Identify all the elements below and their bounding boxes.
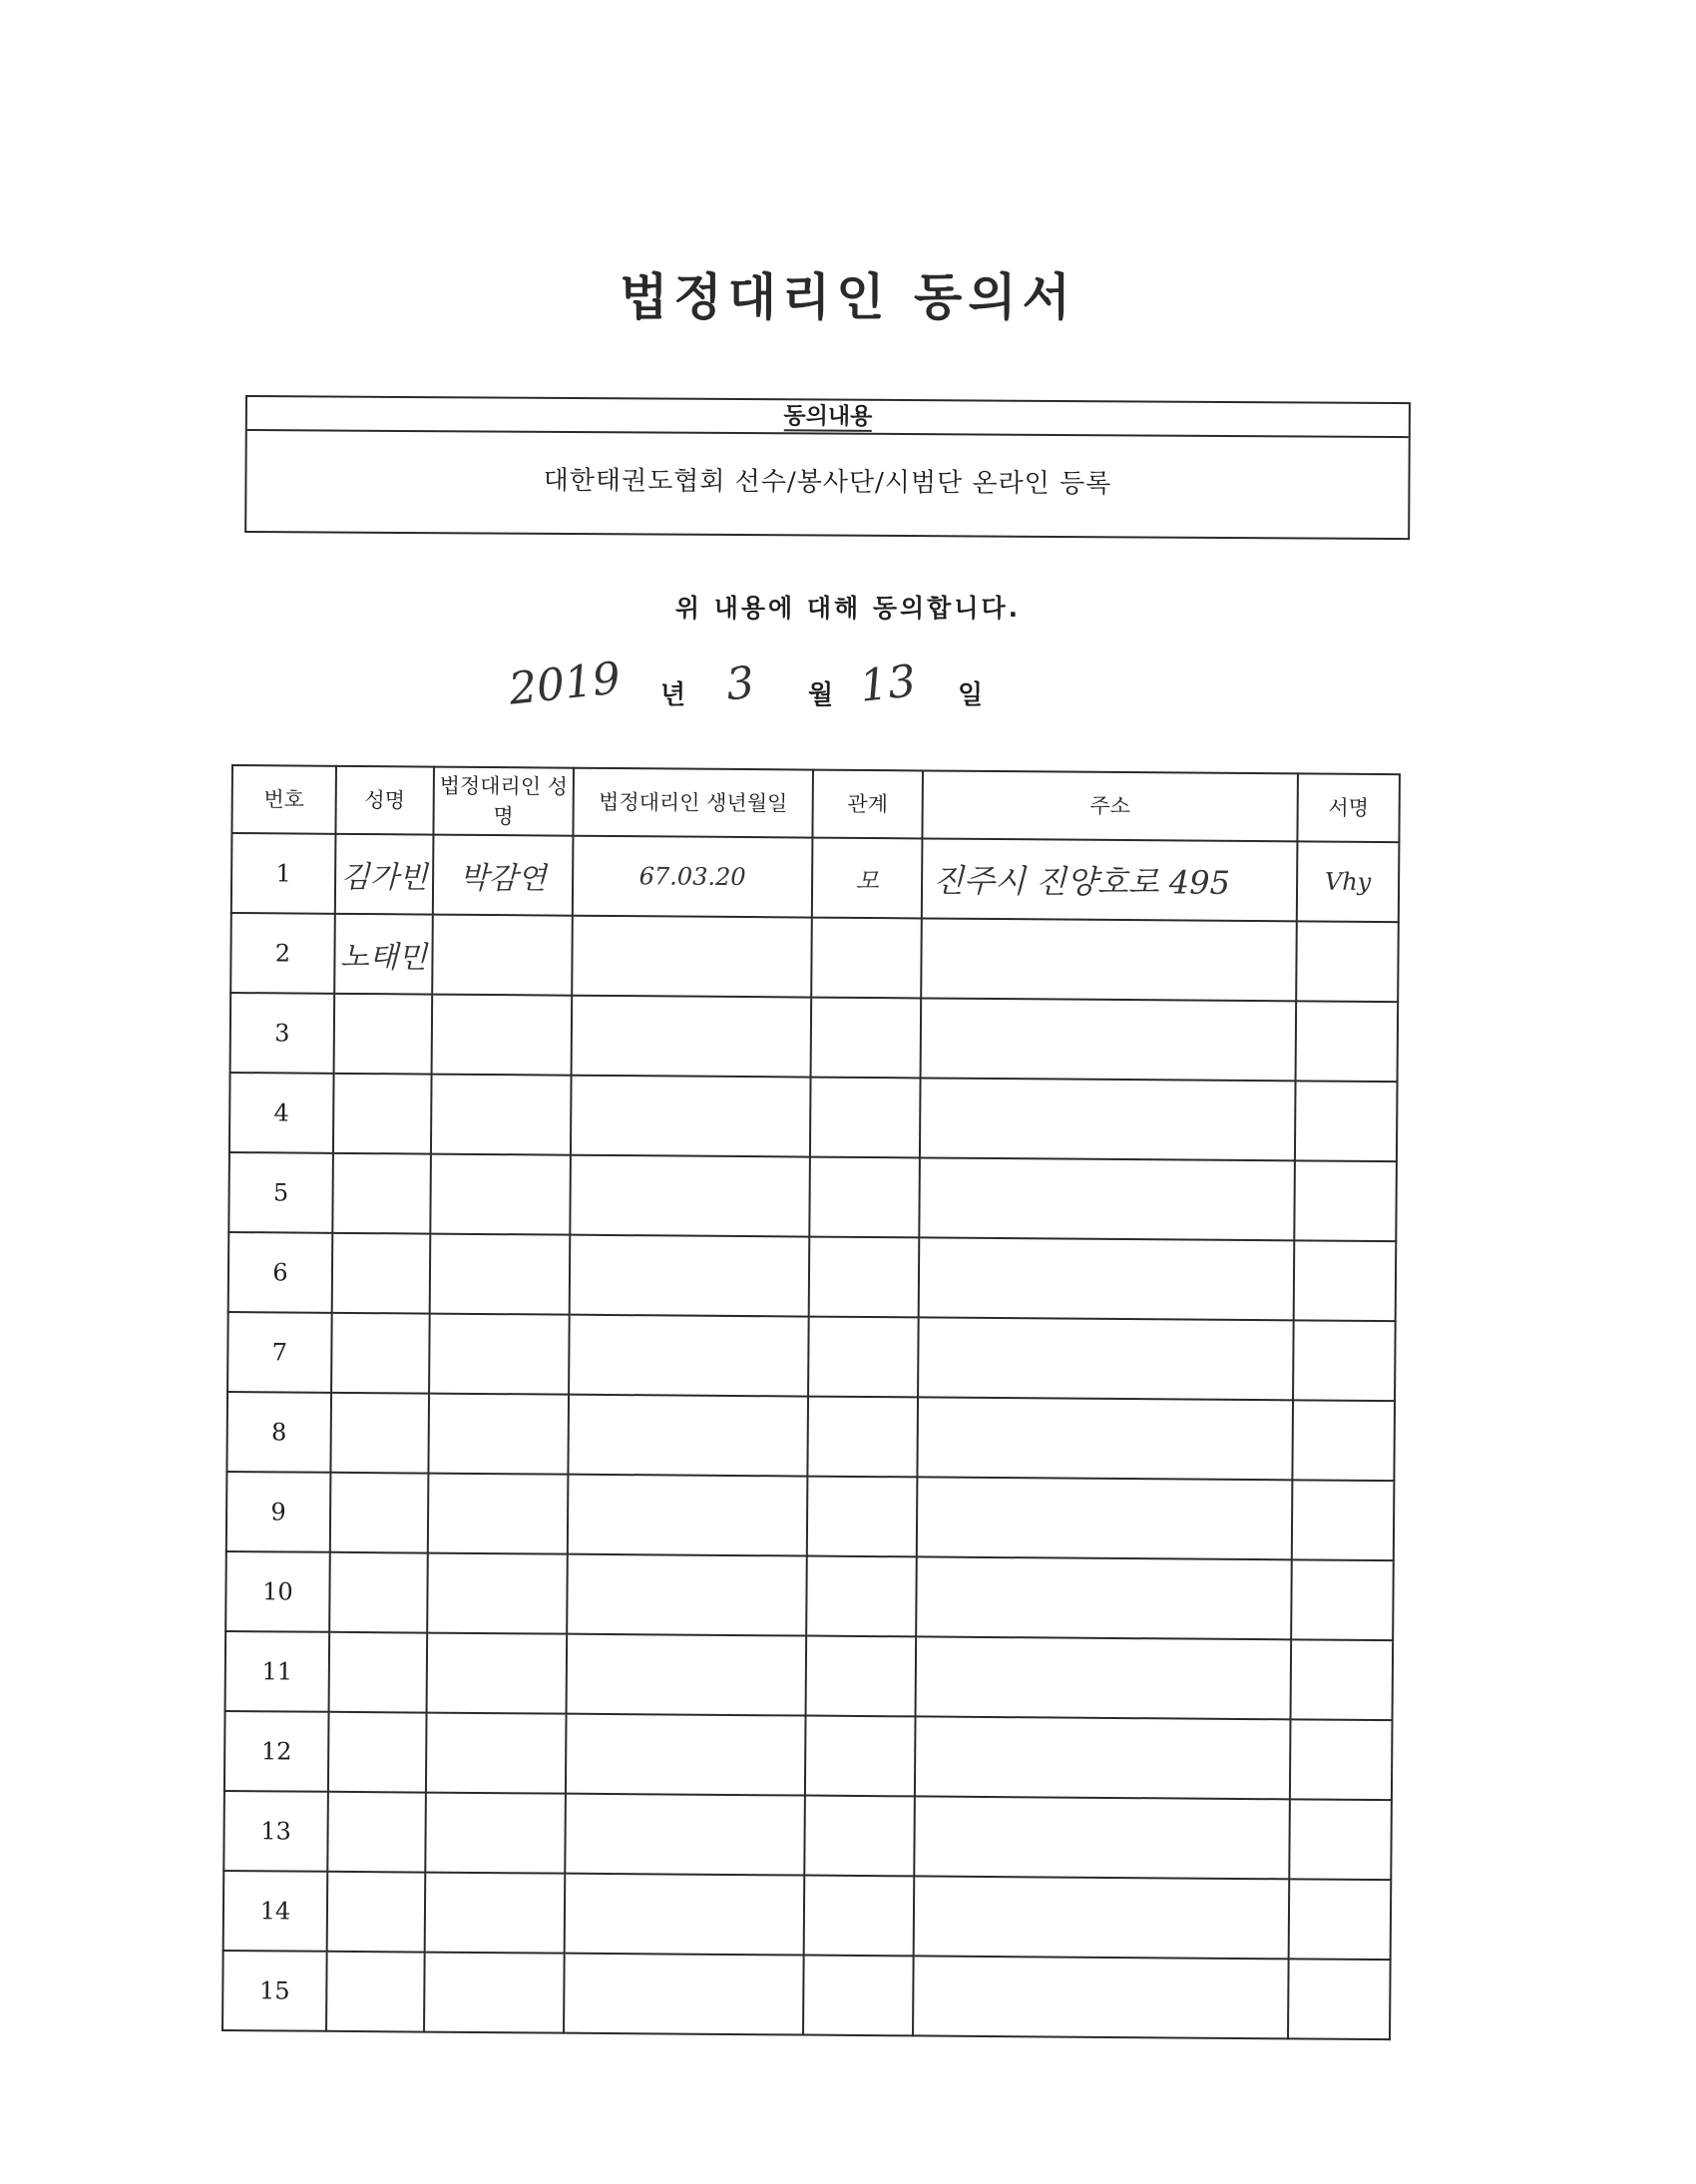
cell-guardian-birth (565, 1874, 805, 1956)
registration-table (221, 764, 1401, 2040)
cell-relation (808, 1317, 919, 1398)
table-row (226, 1472, 1395, 1560)
cell-signature (1289, 1799, 1392, 1880)
cell-relation (811, 918, 922, 999)
cell-name (327, 1792, 426, 1873)
cell-address (913, 1956, 1289, 2038)
cell-name: 노태민 (334, 914, 433, 995)
header-relation: 관계 (812, 770, 923, 839)
cell-name (329, 1632, 428, 1713)
table-header-row (231, 765, 1399, 842)
cell-address (914, 1796, 1290, 1879)
cell-name: 김가빈 (335, 834, 434, 915)
date-day-handwritten: 13 (857, 655, 919, 712)
table-row (230, 913, 1399, 1002)
cell-guardian-birth (572, 996, 812, 1078)
cell-guardian-birth (568, 1475, 808, 1556)
cell-relation (809, 1157, 920, 1238)
table-row (223, 1791, 1392, 1880)
header-no: 번호 (231, 765, 336, 834)
cell-address (917, 1397, 1293, 1480)
cell-signature (1292, 1400, 1395, 1481)
cell-name (326, 1952, 425, 2032)
cell-address (916, 1556, 1292, 1639)
cell-no: 8 (226, 1392, 331, 1473)
cell-name (328, 1712, 427, 1793)
cell-name (332, 1153, 431, 1234)
cell-no: 9 (226, 1472, 331, 1552)
cell-no: 5 (228, 1152, 333, 1233)
cell-guardian-name (426, 1713, 567, 1794)
cell-name (332, 1233, 431, 1314)
cell-guardian-name (432, 995, 573, 1076)
cell-relation (806, 1636, 917, 1717)
cell-guardian-birth (565, 1794, 805, 1876)
cell-no: 14 (223, 1871, 328, 1952)
cell-no: 7 (227, 1312, 332, 1393)
cell-guardian-birth (566, 1714, 806, 1796)
cell-guardian-name (428, 1474, 569, 1554)
cell-relation: 모 (812, 838, 923, 919)
cell-guardian-name (425, 1873, 566, 1954)
date-month-handwritten: 3 (723, 656, 757, 711)
cell-address (916, 1636, 1292, 1719)
cell-signature: Vhy (1297, 841, 1400, 922)
table-row (224, 1711, 1393, 1800)
date-day-label: 일 (958, 680, 984, 710)
cell-signature (1291, 1559, 1394, 1640)
date-month-label: 월 (808, 680, 834, 710)
cell-name (333, 1074, 432, 1154)
cell-address (919, 1237, 1295, 1320)
cell-address (918, 1317, 1294, 1400)
table-row (228, 1152, 1397, 1241)
header-name: 성명 (335, 766, 434, 835)
cell-signature (1292, 1480, 1395, 1560)
cell-guardian-birth (570, 1155, 810, 1237)
cell-guardian-name: 박감연 (433, 835, 574, 916)
cell-relation (803, 1956, 914, 2036)
cell-guardian-name (430, 1234, 571, 1315)
cell-signature (1290, 1719, 1393, 1800)
table-row (228, 1232, 1397, 1321)
cell-guardian-birth (567, 1554, 807, 1636)
header-address: 주소 (922, 770, 1298, 841)
cell-relation (807, 1477, 918, 1557)
cell-address (917, 1477, 1293, 1559)
cell-relation (810, 1078, 921, 1158)
cell-address (920, 1078, 1296, 1160)
table-row (226, 1392, 1395, 1481)
header-guardian-name: 법정대리인 성명 (433, 767, 574, 836)
cell-guardian-name (425, 1793, 566, 1874)
table-body (222, 833, 1399, 2039)
cell-name (330, 1473, 429, 1553)
cell-relation (804, 1796, 915, 1877)
cell-no: 1 (231, 833, 336, 914)
cell-name (334, 994, 433, 1075)
cell-guardian-name (424, 1953, 565, 2033)
cell-signature (1294, 1160, 1397, 1241)
cell-guardian-name (430, 1154, 571, 1235)
cell-signature (1294, 1240, 1397, 1321)
cell-guardian-birth (571, 1076, 811, 1157)
cell-address: 진주시 진양호로 495 (922, 838, 1298, 921)
date-year-label: 년 (660, 680, 686, 710)
table-row (225, 1551, 1394, 1640)
cell-guardian-birth (570, 1235, 810, 1317)
table-row (225, 1631, 1394, 1720)
cell-guardian-name (427, 1553, 568, 1634)
cell-name (329, 1552, 428, 1633)
cell-name (331, 1313, 430, 1394)
date-line (499, 653, 1097, 718)
consent-content: 대한태권도협회 선수/봉사단/시범단 온라인 등록 (543, 465, 1112, 500)
cell-guardian-name (432, 915, 573, 996)
cell-relation (804, 1876, 915, 1957)
cell-no: 4 (229, 1073, 334, 1153)
table-row (231, 833, 1400, 922)
table-row (230, 993, 1399, 1082)
table-row (222, 1951, 1391, 2039)
table-row (229, 1073, 1398, 1161)
table-row (227, 1312, 1396, 1401)
header-signature: 서명 (1297, 773, 1400, 842)
cell-relation (811, 998, 922, 1079)
registration-table-wrapper (221, 764, 1399, 2042)
cell-no: 2 (230, 913, 335, 994)
cell-no: 13 (223, 1791, 328, 1872)
cell-guardian-birth: 67.03.20 (573, 836, 813, 918)
cell-address (914, 1876, 1290, 1959)
cell-guardian-name (429, 1314, 570, 1395)
cell-signature (1293, 1320, 1396, 1401)
consent-header-label: 동의내용 (783, 403, 873, 430)
cell-no: 12 (224, 1711, 329, 1792)
cell-address (915, 1716, 1291, 1799)
cell-guardian-birth (569, 1315, 809, 1397)
cell-signature (1288, 1959, 1391, 2039)
cell-relation (806, 1556, 917, 1637)
cell-relation (807, 1397, 918, 1478)
cell-signature (1289, 1879, 1392, 1960)
agreement-statement: 위 내용에 대해 동의합니다. (674, 594, 1022, 623)
cell-guardian-name (431, 1075, 572, 1155)
cell-no: 6 (228, 1232, 333, 1313)
cell-no: 3 (230, 993, 335, 1074)
cell-guardian-name (427, 1633, 568, 1714)
cell-guardian-birth (568, 1395, 808, 1477)
cell-guardian-name (428, 1394, 569, 1475)
cell-no: 10 (225, 1551, 330, 1632)
cell-no: 11 (225, 1631, 330, 1712)
cell-address (921, 998, 1297, 1081)
date-year-handwritten: 2019 (506, 653, 624, 715)
cell-no: 15 (222, 1951, 327, 2031)
cell-name (327, 1872, 426, 1953)
cell-address (919, 1157, 1295, 1240)
document-title: 법정대리인 동의서 (620, 268, 1076, 326)
cell-relation (805, 1716, 916, 1797)
cell-signature (1295, 1081, 1398, 1161)
cell-guardian-birth (567, 1634, 807, 1716)
cell-signature (1296, 1001, 1399, 1082)
table-row (223, 1871, 1392, 1960)
cell-signature (1296, 921, 1399, 1002)
header-guardian-birth: 법정대리인 생년월일 (573, 768, 813, 838)
cell-guardian-birth (572, 916, 812, 998)
consent-box (244, 395, 1411, 540)
cell-relation (809, 1237, 920, 1318)
cell-signature (1291, 1639, 1394, 1720)
cell-guardian-birth (564, 1954, 804, 2035)
cell-name (330, 1393, 429, 1474)
cell-address (921, 918, 1297, 1001)
